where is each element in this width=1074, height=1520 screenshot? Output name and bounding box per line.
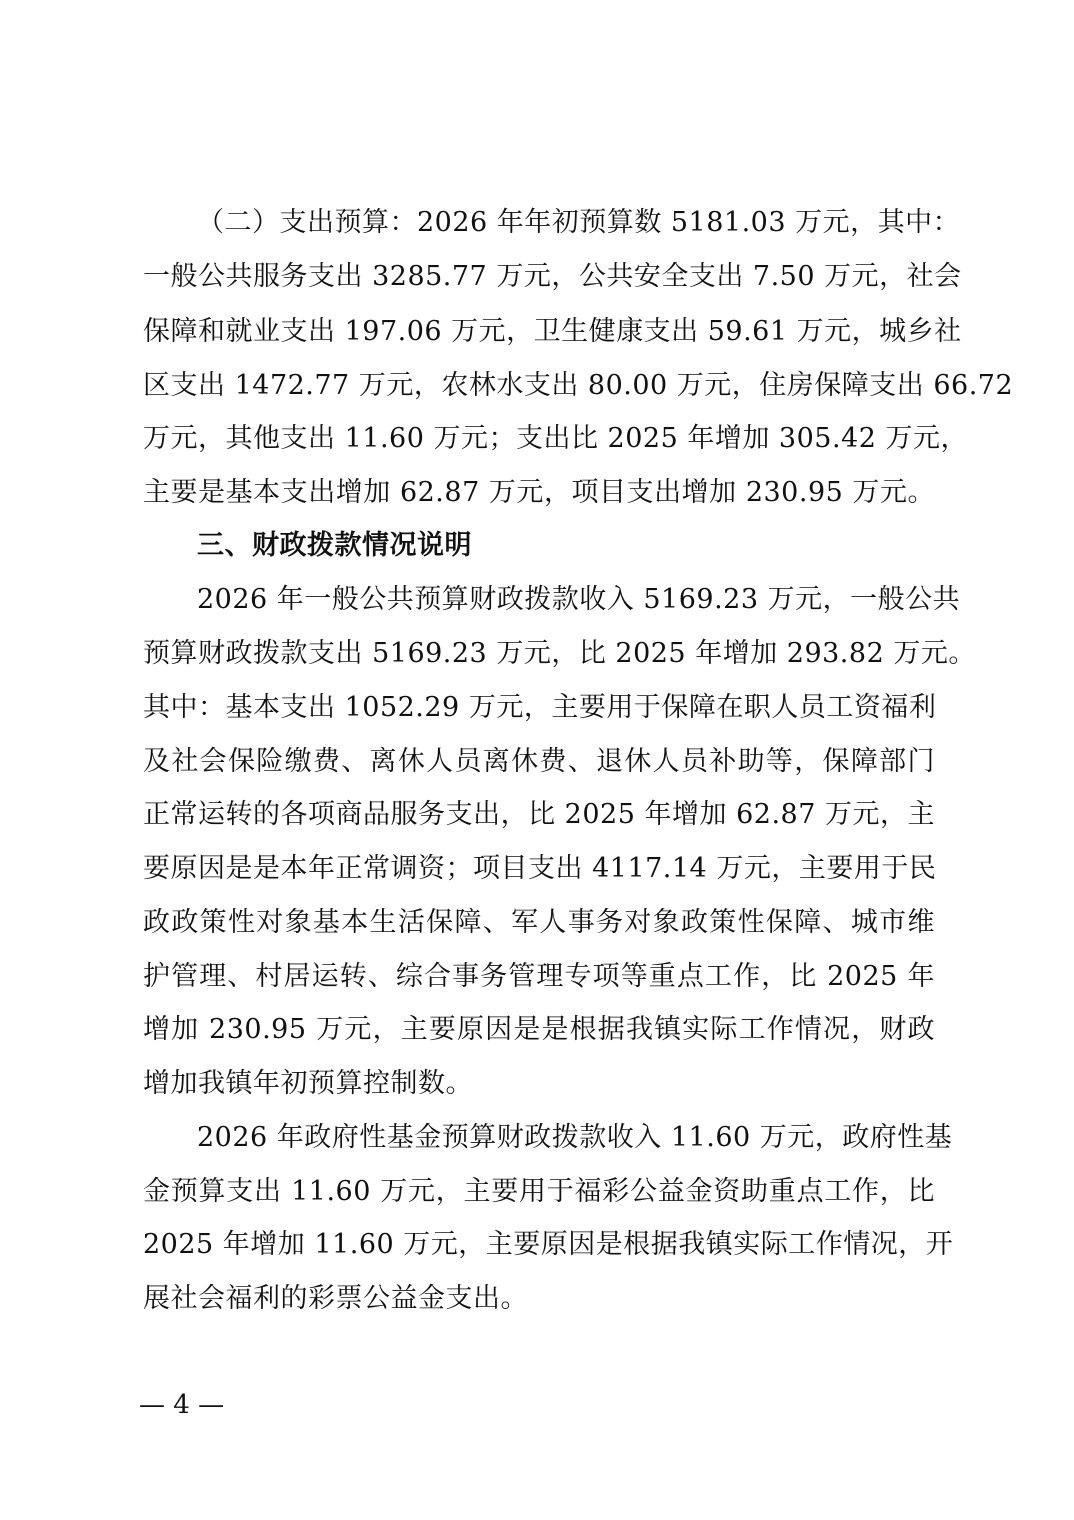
- paragraph-line: 增加我镇年初预算控制数。: [143, 1068, 473, 1099]
- paragraph-line: 及社会保险缴费、离休人员离休费、退休人员补助等，保障部门: [143, 746, 935, 777]
- paragraph-line: 主要是基本支出增加 62.87 万元，项目支出增加 230.95 万元。: [143, 477, 935, 508]
- paragraph-line: （二）支出预算：2026 年年初预算数 5181.03 万元，其中：: [197, 207, 961, 238]
- paragraph-line: 正常运转的各项商品服务支出，比 2025 年增加 62.87 万元，主: [143, 799, 935, 830]
- page-number: — 4 —: [139, 1390, 225, 1420]
- paragraph-line: 展社会福利的彩票公益金支出。: [143, 1283, 528, 1314]
- section-heading: 三、财政拨款情况说明: [197, 530, 472, 561]
- paragraph-line: 2025 年增加 11.60 万元，主要原因是根据我镇实际工作情况，开: [143, 1229, 954, 1260]
- paragraph-line: 护管理、村居运转、综合事务管理专项等重点工作，比 2025 年: [143, 961, 935, 992]
- paragraph-line: 保障和就业支出 197.06 万元，卫生健康支出 59.61 万元，城乡社: [143, 316, 962, 347]
- paragraph-line: 2026 年一般公共预算财政拨款收入 5169.23 万元，一般公共: [197, 584, 961, 615]
- paragraph-line: 要原因是是本年正常调资；项目支出 4117.14 万元，主要用于民: [143, 853, 937, 884]
- paragraph-line: 增加 230.95 万元，主要原因是是根据我镇实际工作情况，财政: [143, 1014, 935, 1045]
- paragraph-line: 其中：基本支出 1052.29 万元，主要用于保障在职人员工资福利: [143, 692, 937, 723]
- paragraph-line: 一般公共服务支出 3285.77 万元，公共安全支出 7.50 万元，社会: [143, 261, 962, 292]
- paragraph-line: 金预算支出 11.60 万元，主要用于福彩公益金资助重点工作，比: [143, 1176, 935, 1207]
- paragraph-line: 万元，其他支出 11.60 万元；支出比 2025 年增加 305.42 万元，: [143, 423, 968, 454]
- paragraph-line: 预算财政拨款支出 5169.23 万元，比 2025 年增加 293.82 万元。: [143, 638, 976, 669]
- paragraph-line: 区支出 1472.77 万元，农林水支出 80.00 万元，住房保障支出 66.72: [143, 370, 1014, 401]
- paragraph-line: 政政策性对象基本生活保障、军人事务对象政策性保障、城市维: [143, 907, 935, 938]
- paragraph-line: 2026 年政府性基金预算财政拨款收入 11.60 万元，政府性基: [197, 1122, 953, 1153]
